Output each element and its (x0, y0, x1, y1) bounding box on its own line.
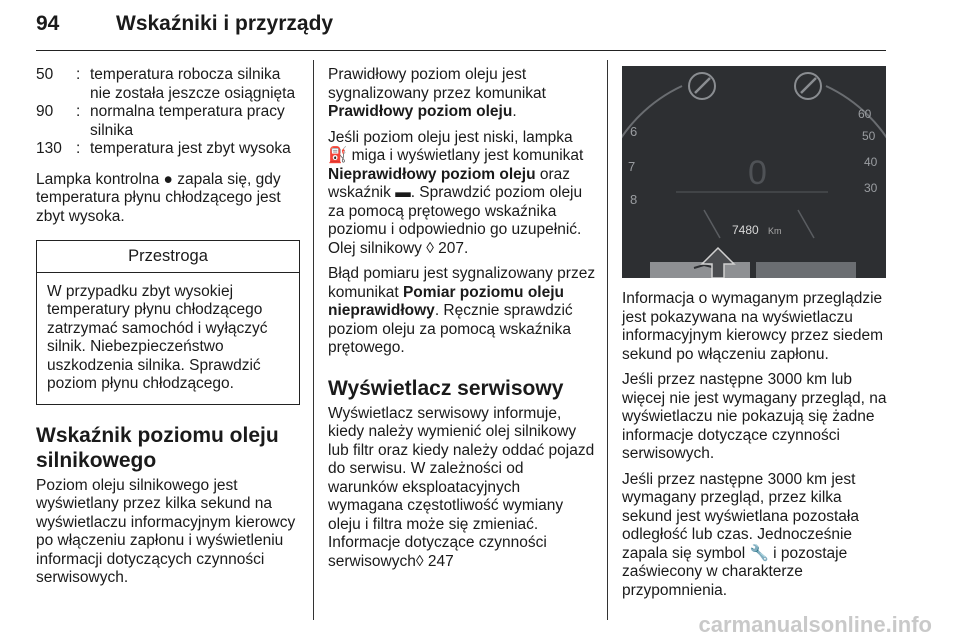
table-sep: : (76, 140, 81, 157)
paragraph (328, 265, 596, 358)
table-value: temperatura robocza silnika nie została jeszcze osiągnięta (90, 66, 296, 102)
column-left (36, 66, 300, 595)
section-heading: Wyświetlacz serwisowy (328, 376, 564, 400)
text: Błąd pomiaru jest sygnalizowany przez komunikat (328, 265, 596, 301)
paragraph: Poziom oleju silnikowego jest wyświetlany przez kilka sekund na wyświetlaczu informacyjnym kierowcy po włączeniu zapłonu i wyświetleniu informacji dotyczących czynności serwisowych. (36, 476, 296, 586)
gauge-label: 60 (858, 107, 872, 121)
page-ref-icon: ◊ (415, 552, 424, 570)
column-middle (328, 66, 596, 578)
gauge-label: 7 (628, 159, 636, 174)
text: i pozostaje zaświecony w charakterze przypomnienia. (622, 544, 848, 599)
paragraph: Jeśli przez następne 3000 km lub więcej nie jest wymagany przegląd, na wyświetlaczu nie pokazują się żadne informacje dotyczące czynności serwisowych. (622, 371, 887, 462)
text: . Ręcznie sprawdzić poziom oleju za pomocą wskaźnika prętowego. (328, 302, 573, 356)
text: miga i wyświetlany jest komunikat (347, 147, 584, 164)
text: Lampka kontrolna (36, 170, 164, 188)
lamp-paragraph (36, 171, 300, 227)
page-ref-icon: ◊ (426, 239, 434, 257)
gauge-label: 40 (864, 155, 878, 169)
column-right (622, 290, 887, 607)
table-row (36, 66, 300, 103)
table-value: normalna temperatura pracy silnika (90, 103, 285, 139)
odometer-unit: Km (768, 226, 782, 236)
bold-text: Nieprawidłowy poziom oleju (328, 165, 536, 183)
bold-text: Pomiar poziomu oleju nieprawidłowy (328, 283, 564, 319)
text: Prawidłowy poziom oleju jest sygnalizowany przez komunikat (328, 66, 546, 102)
gauge-label: 8 (630, 192, 638, 207)
paragraph (622, 471, 887, 601)
page-ref[interactable]: 247 (423, 552, 454, 570)
column-divider (607, 60, 608, 620)
cluster-illustration (622, 66, 886, 278)
section-heading: Wskaźnik poziomu oleju silnikowego (36, 423, 279, 472)
text: Jeśli poziom oleju jest niski, lampka (328, 128, 573, 146)
bold-text: Prawidłowy poziom oleju (328, 103, 513, 120)
table-value: temperatura jest zbyt wysoka (90, 140, 291, 157)
wrench-icon: 🔧 (749, 544, 769, 562)
text: . Sprawdzić poziom oleju za pomocą prętowego wskaźnika poziomu i odpowiednio go uzupełnić. Olej silnikowy (328, 184, 583, 257)
speed-readout: 0 (748, 154, 767, 192)
table-row (36, 140, 300, 159)
gauge-label: 6 (630, 124, 638, 139)
column-divider (313, 60, 314, 620)
paragraph: Informacja o wymaganym przeglądzie jest pokazywana na wyświetlaczu informacyjnym kierowcy przez siedem sekund po włączeniu zapłonu. (622, 290, 883, 363)
text: . (512, 103, 517, 120)
caution-box (36, 240, 300, 405)
warning-lamp-icon: ● (163, 170, 173, 188)
paragraph (328, 66, 596, 122)
table-sep: : (76, 103, 81, 120)
text: zapala się, gdy temperatura płynu chłodzącego jest zbyt wysoka. (36, 170, 281, 225)
gauge-label: 50 (862, 129, 876, 143)
gauge-label: 30 (864, 181, 878, 195)
table-row (36, 103, 300, 140)
page-ref[interactable]: 207. (433, 239, 469, 257)
caution-body: W przypadku zbyt wysokiej temperatury płynu chłodzącego zatrzymać samochód i wyłączyć silnik. Niebezpieczeństwo uszkodzenia silnika. Sprawdzić poziom płynu chłodzącego. (47, 282, 268, 392)
caution-title: Przestroga (37, 241, 299, 273)
table-sep: : (76, 66, 81, 83)
oil-level-icon: ▬ (395, 184, 411, 201)
temperature-table (36, 66, 300, 159)
instrument-cluster-image (622, 66, 886, 278)
odometer: 7480 (732, 223, 759, 237)
oil-can-icon: ⛽ (328, 147, 348, 164)
page-title: Wskaźniki i przyrządy (116, 12, 334, 35)
table-key: 50 (36, 66, 54, 83)
page-header (36, 0, 886, 51)
paragraph (328, 405, 596, 572)
page-number: 94 (36, 12, 60, 35)
text: Jeśli przez następne 3000 km jest wymagany przegląd, przez kilka sekund jest wyświetlana pozostała odległość lub czas. Jednocześnie zapala się symbol (622, 470, 859, 562)
watermark: carmanualsonline.info (698, 612, 932, 637)
paragraph (328, 129, 596, 259)
text: oraz wskaźnik (328, 165, 571, 201)
table-key: 90 (36, 103, 54, 120)
text: Wyświetlacz serwisowy informuje, kiedy należy wymienić olej silnikowy lub filtr oraz kiedy należy oddać pojazd do serwisu. W zależności od warunków eksploatacyjnych wymagana częstotliwość wymiany oleju i filtra może się zmieniać. Informacje dotyczące czynności serwisowych (328, 404, 595, 570)
table-key: 130 (36, 140, 62, 157)
